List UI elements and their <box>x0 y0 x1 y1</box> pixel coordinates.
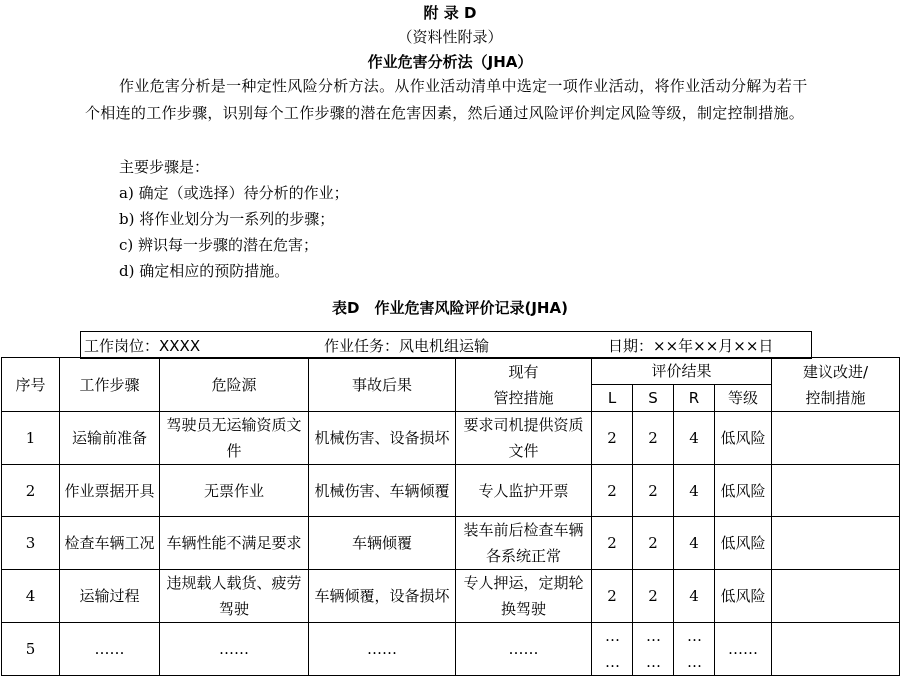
cell-step: 检查车辆工况 <box>60 517 160 570</box>
table-row <box>2 623 900 676</box>
cell-consequence: 机械伤害、设备损坏 <box>309 412 456 465</box>
cell-no: 4 <box>2 570 60 623</box>
cell-hazard: 驾驶员无运输资质文件 <box>160 412 309 465</box>
cell-R: 4 <box>674 465 715 517</box>
cell-hazard: 违规载人载货、疲劳驾驶 <box>160 570 309 623</box>
cell-no: 5 <box>2 623 60 676</box>
step-item: a) 确定（或选择）待分析的作业； <box>119 184 349 202</box>
cell-S: … … <box>633 623 674 676</box>
appendix-type: （资料性附录） <box>397 28 503 46</box>
cell-L: 2 <box>592 465 633 517</box>
appendix-title: 附 录 D <box>423 4 477 22</box>
cell-step: 运输前准备 <box>60 412 160 465</box>
table-meta-bar <box>80 331 812 359</box>
cell-level: 低风险 <box>715 570 772 623</box>
cell-improve <box>772 623 900 676</box>
header-L: L <box>592 385 633 412</box>
cell-improve <box>772 517 900 570</box>
cell-R: 4 <box>674 412 715 465</box>
cell-hazard: …… <box>160 623 309 676</box>
cell-S: 2 <box>633 570 674 623</box>
section-title: 作业危害分析法（JHA） <box>367 53 533 71</box>
cell-no: 2 <box>2 465 60 517</box>
steps-title: 主要步骤是： <box>119 158 210 176</box>
step-item: b) 将作业划分为一系列的步骤； <box>119 210 335 228</box>
intro-paragraph: 作业危害分析是一种定性风险分析方法。从作业活动清单中选定一项作业活动，将作业活动分解为若干个相连的工作步骤，识别每个工作步骤的潜在危害因素，然后通过风险评价判定风险等级，制定控制措施。 <box>85 77 808 122</box>
cell-level: 低风险 <box>715 412 772 465</box>
cell-L: 2 <box>592 570 633 623</box>
cell-consequence: 机械伤害、车辆倾覆 <box>309 465 456 517</box>
cell-consequence: 车辆倾覆 <box>309 517 456 570</box>
header-no: 序号 <box>2 358 60 412</box>
step-item: d) 确定相应的预防措施。 <box>119 262 290 280</box>
table-row <box>2 517 900 570</box>
cell-hazard: 无票作业 <box>160 465 309 517</box>
header-R: R <box>674 385 715 412</box>
cell-step: 运输过程 <box>60 570 160 623</box>
cell-R: … … <box>674 623 715 676</box>
cell-level: …… <box>715 623 772 676</box>
record-date: 日期：××年××月××日 <box>608 337 774 355</box>
jha-table <box>1 357 900 676</box>
header-S: S <box>633 385 674 412</box>
header-consequence: 事故后果 <box>309 358 456 412</box>
cell-S: 2 <box>633 517 674 570</box>
table-row <box>2 465 900 517</box>
cell-no: 3 <box>2 517 60 570</box>
cell-control: 专人押运，定期轮换驾驶 <box>456 570 592 623</box>
cell-improve <box>772 465 900 517</box>
work-post: 工作岗位：XXXX <box>84 337 201 355</box>
cell-R: 4 <box>674 517 715 570</box>
table-title: 表D 作业危害风险评价记录(JHA) <box>332 299 568 317</box>
cell-no: 1 <box>2 412 60 465</box>
cell-L: 2 <box>592 517 633 570</box>
cell-step: …… <box>60 623 160 676</box>
cell-L: … … <box>592 623 633 676</box>
cell-step: 作业票据开具 <box>60 465 160 517</box>
cell-control: 要求司机提供资质文件 <box>456 412 592 465</box>
header-eval: 评价结果 <box>592 358 772 385</box>
cell-consequence: 车辆倾覆，设备损坏 <box>309 570 456 623</box>
header-hazard: 危险源 <box>160 358 309 412</box>
header-level: 等级 <box>715 385 772 412</box>
cell-level: 低风险 <box>715 517 772 570</box>
cell-consequence: …… <box>309 623 456 676</box>
step-item: c) 辨识每一步骤的潜在危害； <box>119 236 319 254</box>
cell-control: …… <box>456 623 592 676</box>
cell-control: 专人监护开票 <box>456 465 592 517</box>
cell-improve <box>772 570 900 623</box>
header-step: 工作步骤 <box>60 358 160 412</box>
cell-control: 装车前后检查车辆各系统正常 <box>456 517 592 570</box>
cell-improve <box>772 412 900 465</box>
cell-hazard: 车辆性能不满足要求 <box>160 517 309 570</box>
cell-L: 2 <box>592 412 633 465</box>
header-improve: 建议改进/ 控制措施 <box>772 358 900 412</box>
table-row <box>2 412 900 465</box>
cell-S: 2 <box>633 465 674 517</box>
cell-S: 2 <box>633 412 674 465</box>
work-task: 作业任务：风电机组运输 <box>324 337 490 355</box>
cell-R: 4 <box>674 570 715 623</box>
cell-level: 低风险 <box>715 465 772 517</box>
table-row <box>2 570 900 623</box>
header-control: 现有 管控措施 <box>456 358 592 412</box>
